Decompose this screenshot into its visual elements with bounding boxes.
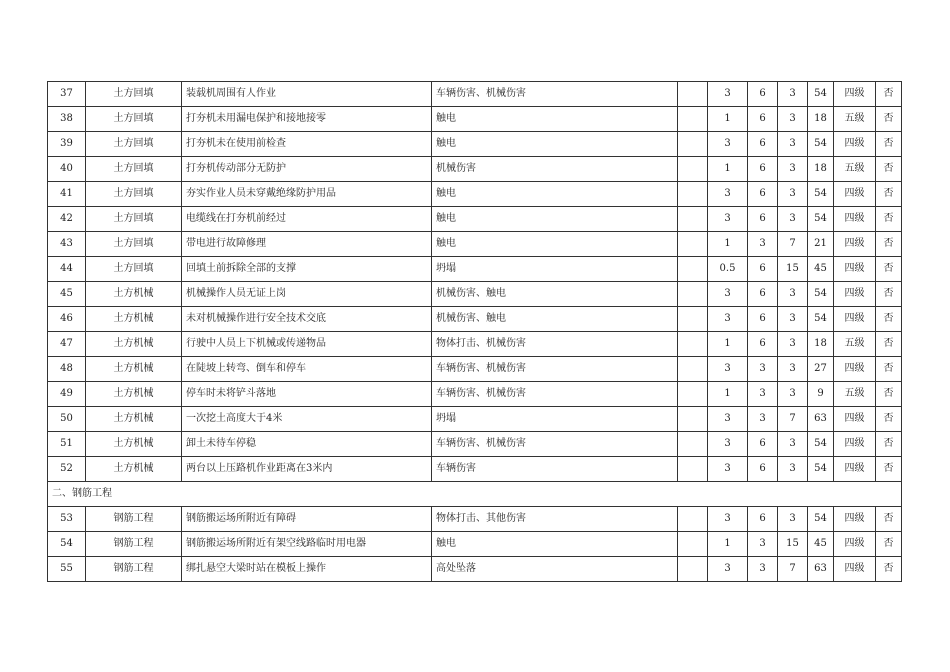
table-row [48, 507, 902, 532]
table-row [48, 332, 902, 357]
accident-type: 触电 [432, 207, 678, 232]
major-risk-flag: 否 [876, 532, 902, 557]
consequence-value: 7 [778, 232, 808, 257]
exposure-value: 6 [748, 132, 778, 157]
accident-type: 物体打击、其他伤害 [432, 507, 678, 532]
table-row [48, 82, 902, 107]
risk-score: 54 [808, 507, 834, 532]
risk-level: 四级 [834, 82, 876, 107]
major-risk-flag: 否 [876, 307, 902, 332]
blank-cell [678, 407, 708, 432]
accident-type: 机械伤害、触电 [432, 282, 678, 307]
likelihood-value: 3 [708, 457, 748, 482]
table-row [48, 282, 902, 307]
likelihood-value: 3 [708, 357, 748, 382]
blank-cell [678, 532, 708, 557]
consequence-value: 3 [778, 82, 808, 107]
accident-type: 坍塌 [432, 257, 678, 282]
table-row [48, 232, 902, 257]
major-risk-flag: 否 [876, 407, 902, 432]
consequence-value: 3 [778, 207, 808, 232]
accident-type: 高处坠落 [432, 557, 678, 582]
consequence-value: 3 [778, 307, 808, 332]
blank-cell [678, 507, 708, 532]
accident-type: 机械伤害、触电 [432, 307, 678, 332]
table-row [48, 407, 902, 432]
consequence-value: 7 [778, 557, 808, 582]
likelihood-value: 1 [708, 332, 748, 357]
consequence-value: 15 [778, 532, 808, 557]
hazard-description: 钢筋搬运场所附近有障碍 [182, 507, 432, 532]
risk-level: 四级 [834, 507, 876, 532]
exposure-value: 6 [748, 82, 778, 107]
exposure-value: 6 [748, 107, 778, 132]
blank-cell [678, 357, 708, 382]
exposure-value: 6 [748, 257, 778, 282]
major-risk-flag: 否 [876, 332, 902, 357]
likelihood-value: 1 [708, 107, 748, 132]
risk-score: 54 [808, 307, 834, 332]
exposure-value: 6 [748, 457, 778, 482]
risk-score: 54 [808, 132, 834, 157]
table-row [48, 257, 902, 282]
major-risk-flag: 否 [876, 457, 902, 482]
risk-level: 四级 [834, 357, 876, 382]
risk-score: 54 [808, 82, 834, 107]
hazard-description: 回填土前拆除全部的支撑 [182, 257, 432, 282]
accident-type: 机械伤害 [432, 157, 678, 182]
hazard-description: 电缆线在打夯机前经过 [182, 207, 432, 232]
hazard-description: 打夯机未在使用前检查 [182, 132, 432, 157]
blank-cell [678, 382, 708, 407]
work-category: 土方机械 [86, 407, 182, 432]
exposure-value: 3 [748, 232, 778, 257]
exposure-value: 3 [748, 407, 778, 432]
likelihood-value: 3 [708, 432, 748, 457]
accident-type: 物体打击、机械伤害 [432, 332, 678, 357]
hazard-description: 绑扎悬空大梁时站在模板上操作 [182, 557, 432, 582]
risk-score: 54 [808, 282, 834, 307]
risk-score: 54 [808, 207, 834, 232]
exposure-value: 3 [748, 557, 778, 582]
blank-cell [678, 457, 708, 482]
blank-cell [678, 282, 708, 307]
risk-level: 五级 [834, 332, 876, 357]
accident-type: 触电 [432, 532, 678, 557]
risk-level: 四级 [834, 232, 876, 257]
work-category: 钢筋工程 [86, 507, 182, 532]
consequence-value: 3 [778, 132, 808, 157]
major-risk-flag: 否 [876, 232, 902, 257]
hazard-description: 带电进行故障修理 [182, 232, 432, 257]
accident-type: 车辆伤害、机械伤害 [432, 432, 678, 457]
section-header-row-group [48, 482, 902, 507]
table-row [48, 532, 902, 557]
exposure-value: 6 [748, 507, 778, 532]
work-category: 土方回填 [86, 157, 182, 182]
hazard-description: 两台以上压路机作业距离在3米内 [182, 457, 432, 482]
table-body-part1 [48, 82, 902, 482]
table-row [48, 382, 902, 407]
risk-level: 四级 [834, 407, 876, 432]
risk-level: 四级 [834, 432, 876, 457]
hazard-description: 钢筋搬运场所附近有架空线路临时用电器 [182, 532, 432, 557]
risk-score: 63 [808, 407, 834, 432]
consequence-value: 7 [778, 407, 808, 432]
accident-type: 触电 [432, 107, 678, 132]
consequence-value: 3 [778, 282, 808, 307]
risk-score: 18 [808, 332, 834, 357]
table-row [48, 132, 902, 157]
likelihood-value: 0.5 [708, 257, 748, 282]
consequence-value: 3 [778, 157, 808, 182]
consequence-value: 3 [778, 182, 808, 207]
table-row [48, 432, 902, 457]
likelihood-value: 3 [708, 307, 748, 332]
risk-level: 五级 [834, 107, 876, 132]
risk-score: 54 [808, 457, 834, 482]
table-body-part2 [48, 507, 902, 582]
row-number: 54 [48, 532, 86, 557]
hazard-description: 机械操作人员无证上岗 [182, 282, 432, 307]
blank-cell [678, 332, 708, 357]
risk-level: 四级 [834, 532, 876, 557]
work-category: 土方回填 [86, 207, 182, 232]
risk-level: 四级 [834, 207, 876, 232]
risk-level: 四级 [834, 457, 876, 482]
consequence-value: 3 [778, 507, 808, 532]
risk-score: 45 [808, 532, 834, 557]
blank-cell [678, 257, 708, 282]
risk-level: 四级 [834, 307, 876, 332]
row-number: 52 [48, 457, 86, 482]
table-row [48, 557, 902, 582]
work-category: 土方机械 [86, 307, 182, 332]
exposure-value: 6 [748, 207, 778, 232]
risk-score: 9 [808, 382, 834, 407]
table-row [48, 157, 902, 182]
work-category: 土方机械 [86, 432, 182, 457]
accident-type: 车辆伤害 [432, 457, 678, 482]
consequence-value: 3 [778, 107, 808, 132]
major-risk-flag: 否 [876, 107, 902, 132]
likelihood-value: 3 [708, 407, 748, 432]
table-row [48, 182, 902, 207]
work-category: 土方机械 [86, 382, 182, 407]
exposure-value: 6 [748, 332, 778, 357]
work-category: 土方回填 [86, 132, 182, 157]
exposure-value: 6 [748, 432, 778, 457]
likelihood-value: 3 [708, 132, 748, 157]
row-number: 51 [48, 432, 86, 457]
consequence-value: 3 [778, 357, 808, 382]
work-category: 土方回填 [86, 182, 182, 207]
blank-cell [678, 207, 708, 232]
work-category: 土方机械 [86, 332, 182, 357]
table-row [48, 457, 902, 482]
accident-type: 坍塌 [432, 407, 678, 432]
accident-type: 触电 [432, 232, 678, 257]
hazard-description: 行驶中人员上下机械或传递物品 [182, 332, 432, 357]
table-row [48, 107, 902, 132]
row-number: 50 [48, 407, 86, 432]
major-risk-flag: 否 [876, 432, 902, 457]
exposure-value: 3 [748, 357, 778, 382]
exposure-value: 6 [748, 282, 778, 307]
risk-level: 四级 [834, 282, 876, 307]
row-number: 43 [48, 232, 86, 257]
hazard-description: 在陡坡上转弯、倒车和停车 [182, 357, 432, 382]
exposure-value: 6 [748, 157, 778, 182]
accident-type: 触电 [432, 132, 678, 157]
likelihood-value: 1 [708, 157, 748, 182]
row-number: 45 [48, 282, 86, 307]
hazard-description: 打夯机传动部分无防护 [182, 157, 432, 182]
major-risk-flag: 否 [876, 357, 902, 382]
accident-type: 车辆伤害、机械伤害 [432, 382, 678, 407]
likelihood-value: 1 [708, 232, 748, 257]
consequence-value: 3 [778, 332, 808, 357]
row-number: 55 [48, 557, 86, 582]
work-category: 土方机械 [86, 457, 182, 482]
section-title: 二、钢筋工程 [48, 482, 902, 507]
hazard-description: 一次挖土高度大于4米 [182, 407, 432, 432]
risk-score: 27 [808, 357, 834, 382]
blank-cell [678, 307, 708, 332]
row-number: 49 [48, 382, 86, 407]
risk-score: 54 [808, 432, 834, 457]
risk-level: 五级 [834, 157, 876, 182]
work-category: 土方回填 [86, 232, 182, 257]
risk-score: 18 [808, 157, 834, 182]
row-number: 40 [48, 157, 86, 182]
blank-cell [678, 557, 708, 582]
major-risk-flag: 否 [876, 382, 902, 407]
work-category: 钢筋工程 [86, 557, 182, 582]
exposure-value: 6 [748, 307, 778, 332]
hazard-description: 打夯机未用漏电保护和接地接零 [182, 107, 432, 132]
risk-score: 21 [808, 232, 834, 257]
row-number: 41 [48, 182, 86, 207]
blank-cell [678, 182, 708, 207]
likelihood-value: 3 [708, 82, 748, 107]
row-number: 38 [48, 107, 86, 132]
row-number: 37 [48, 82, 86, 107]
risk-level: 四级 [834, 257, 876, 282]
likelihood-value: 3 [708, 207, 748, 232]
hazard-description: 夯实作业人员未穿戴绝缘防护用品 [182, 182, 432, 207]
blank-cell [678, 432, 708, 457]
likelihood-value: 3 [708, 282, 748, 307]
section-header-row [48, 482, 902, 507]
exposure-value: 3 [748, 532, 778, 557]
consequence-value: 3 [778, 457, 808, 482]
likelihood-value: 3 [708, 182, 748, 207]
accident-type: 车辆伤害、机械伤害 [432, 357, 678, 382]
blank-cell [678, 82, 708, 107]
risk-score: 63 [808, 557, 834, 582]
major-risk-flag: 否 [876, 82, 902, 107]
hazard-description: 未对机械操作进行安全技术交底 [182, 307, 432, 332]
row-number: 47 [48, 332, 86, 357]
table-row [48, 307, 902, 332]
hazard-description: 装载机周围有人作业 [182, 82, 432, 107]
major-risk-flag: 否 [876, 257, 902, 282]
blank-cell [678, 107, 708, 132]
consequence-value: 15 [778, 257, 808, 282]
hazard-risk-table [47, 81, 902, 582]
risk-level: 四级 [834, 557, 876, 582]
blank-cell [678, 157, 708, 182]
row-number: 44 [48, 257, 86, 282]
major-risk-flag: 否 [876, 207, 902, 232]
work-category: 土方机械 [86, 357, 182, 382]
risk-score: 45 [808, 257, 834, 282]
exposure-value: 3 [748, 382, 778, 407]
row-number: 46 [48, 307, 86, 332]
exposure-value: 6 [748, 182, 778, 207]
work-category: 钢筋工程 [86, 532, 182, 557]
hazard-description: 卸土未待车停稳 [182, 432, 432, 457]
consequence-value: 3 [778, 382, 808, 407]
major-risk-flag: 否 [876, 507, 902, 532]
risk-level: 四级 [834, 182, 876, 207]
consequence-value: 3 [778, 432, 808, 457]
major-risk-flag: 否 [876, 557, 902, 582]
work-category: 土方机械 [86, 282, 182, 307]
work-category: 土方回填 [86, 107, 182, 132]
work-category: 土方回填 [86, 257, 182, 282]
risk-level: 四级 [834, 132, 876, 157]
accident-type: 触电 [432, 182, 678, 207]
major-risk-flag: 否 [876, 282, 902, 307]
hazard-description: 停车时未将铲斗落地 [182, 382, 432, 407]
work-category: 土方回填 [86, 82, 182, 107]
major-risk-flag: 否 [876, 182, 902, 207]
row-number: 42 [48, 207, 86, 232]
risk-score: 54 [808, 182, 834, 207]
row-number: 53 [48, 507, 86, 532]
major-risk-flag: 否 [876, 132, 902, 157]
accident-type: 车辆伤害、机械伤害 [432, 82, 678, 107]
blank-cell [678, 132, 708, 157]
major-risk-flag: 否 [876, 157, 902, 182]
likelihood-value: 1 [708, 532, 748, 557]
likelihood-value: 1 [708, 382, 748, 407]
row-number: 48 [48, 357, 86, 382]
likelihood-value: 3 [708, 557, 748, 582]
risk-score: 18 [808, 107, 834, 132]
table-row [48, 357, 902, 382]
risk-level: 五级 [834, 382, 876, 407]
table-row [48, 207, 902, 232]
likelihood-value: 3 [708, 507, 748, 532]
blank-cell [678, 232, 708, 257]
row-number: 39 [48, 132, 86, 157]
